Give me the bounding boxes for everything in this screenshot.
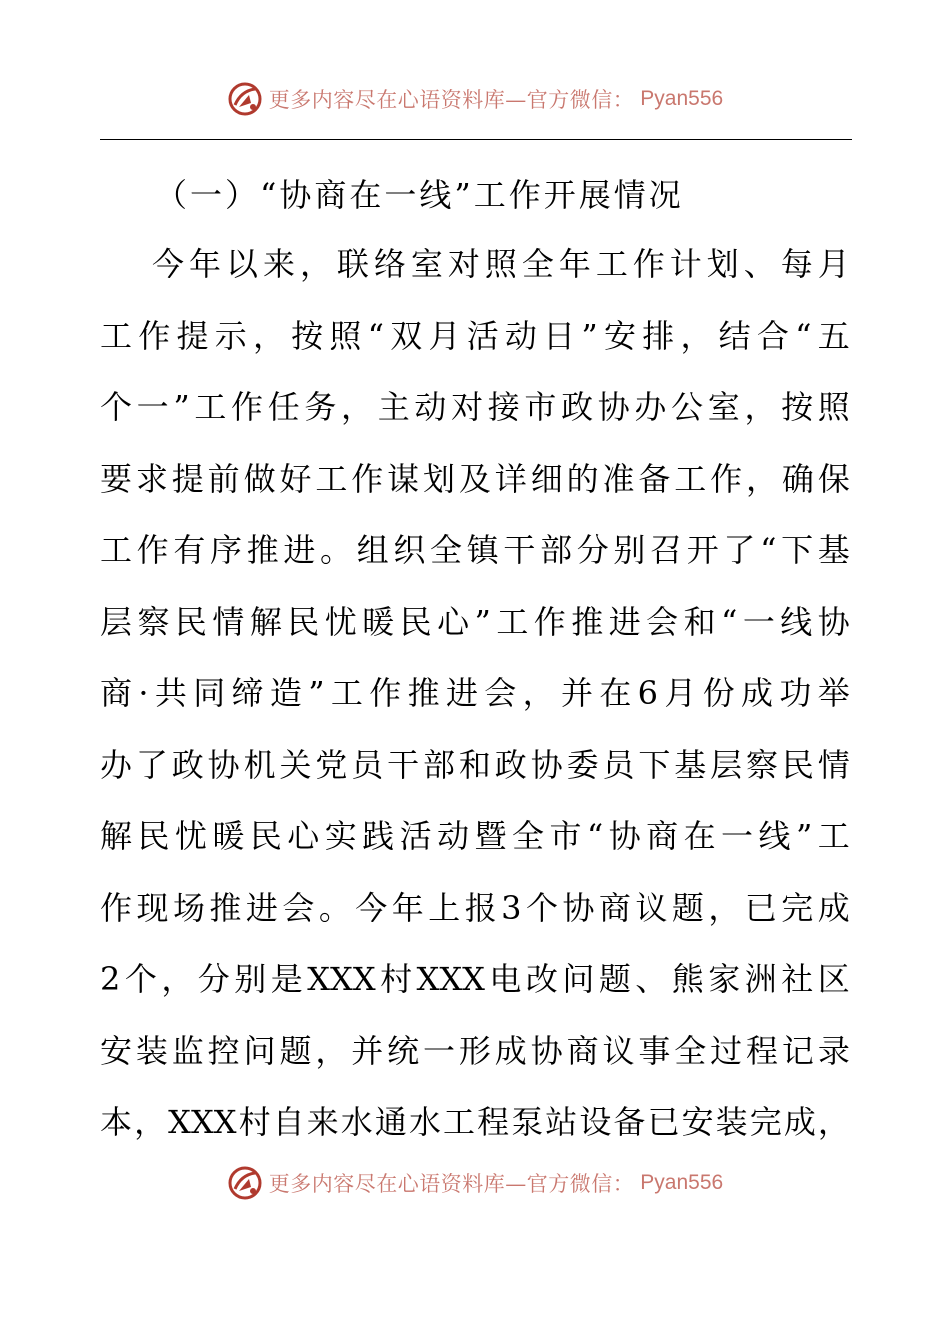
section-heading: （一）“协商在一线”工作开展情况 (155, 176, 684, 214)
text-line-13: 本 ， XXX 村 自 来 水 通 水 工 程 泵 站 设 备 已 安 装 完 成 ， (100, 1103, 850, 1141)
text-line-2: 工 作 提 示 ， 按 照 “ 双 月 活 动 日 ” 安 排 ， 结 合 “ 五 (100, 316, 850, 355)
watermark-text: 更多内容尽在心语资料库—官方微信： (268, 1172, 635, 1196)
logo-icon (227, 81, 263, 117)
watermark-text: 更多内容尽在心语资料库—官方微信： (268, 88, 635, 112)
footer-watermark (0, 1158, 950, 1208)
header-watermark (0, 74, 950, 124)
text-line-7: 商 · 共 同 缔 造 ” 工 作 推 进 会 ， 并 在 6 月 份 成 功 举 (100, 674, 850, 712)
logo-icon (227, 1165, 263, 1201)
text-line-5: 工 作 有 序 推 进 。 组 织 全 镇 干 部 分 别 召 开 了 “ 下 基 (100, 531, 850, 569)
body-text (100, 229, 850, 1159)
text-line-4: 要 求 提 前 做 好 工 作 谋 划 及 详 细 的 准 备 工 作 ， 确 保 (100, 459, 850, 498)
header-rule (100, 139, 852, 140)
text-line-9: 解 民 忧 暖 民 心 实 践 活 动 暨 全 市 “ 协 商 在 一 线 ” 工 (100, 817, 850, 855)
text-line-3: 个 一 ” 工 作 任 务 ， 主 动 对 接 市 政 协 办 公 室 ， 按 照 (100, 388, 850, 426)
text-line-11: 2 个 ， 分 别 是 XXX 村 XXX 电 改 问 题 、 熊 家 洲 社 区 (100, 960, 850, 998)
text-line-10: 作 现 场 推 进 会 。 今 年 上 报 3 个 协 商 议 题 ， 已 完 成 (100, 888, 850, 927)
wechat-id: Pyan556 (640, 1171, 724, 1194)
text-line-8: 办 了 政 协 机 关 党 员 干 部 和 政 协 委 员 下 基 层 察 民 情 (100, 745, 850, 784)
text-line-1: 今 年 以 来 ， 联 络 室 对 照 全 年 工 作 计 划 、 每 月 (152, 245, 850, 283)
text-line-6: 层 察 民 情 解 民 忧 暖 民 心 ” 工 作 推 进 会 和 “ 一 线 协 (100, 602, 850, 641)
text-line-12: 安 装 监 控 问 题 ， 并 统 一 形 成 协 商 议 事 全 过 程 记 录 (100, 1031, 850, 1070)
wechat-id: Pyan556 (640, 87, 724, 110)
